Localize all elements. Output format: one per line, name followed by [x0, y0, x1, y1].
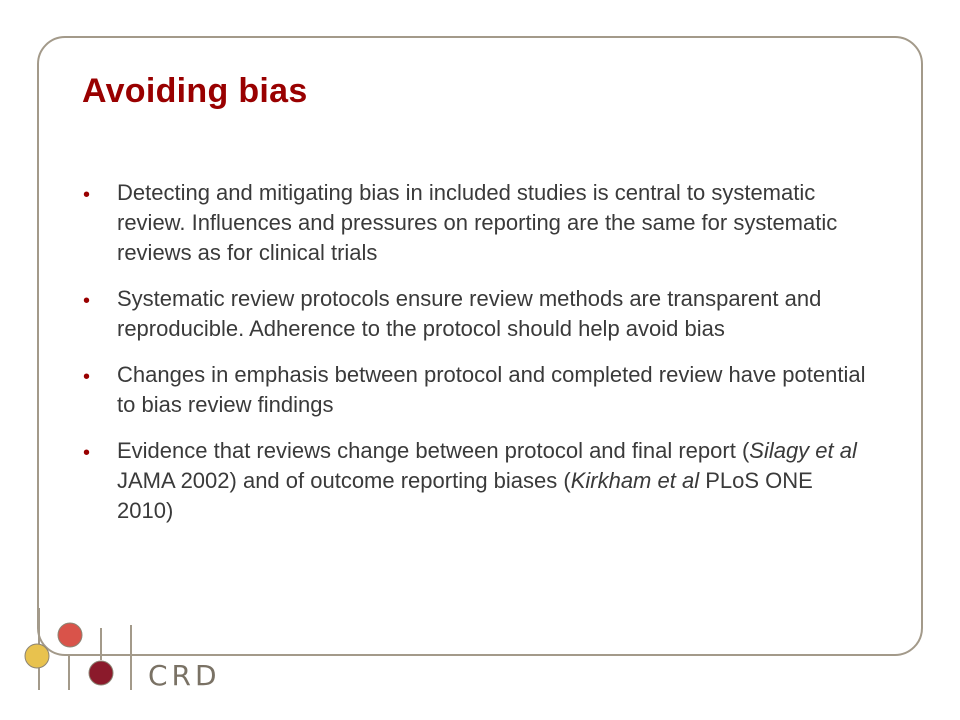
bullet-item — [80, 284, 870, 344]
slide-title: Avoiding bias — [82, 72, 308, 110]
bullet-item — [80, 360, 870, 420]
citation-author: Kirkham et al — [570, 468, 700, 493]
bullet-item — [80, 178, 870, 268]
logo-circle-orange — [58, 623, 82, 647]
citation-text: JAMA 2002) and of outcome reporting biases ( — [117, 468, 571, 493]
bullet-text — [117, 438, 857, 523]
bullet-dot: • — [83, 184, 91, 206]
bullet-list — [80, 178, 870, 542]
bullet-text: Systematic review protocols ensure review methods are transparent and reproducible. Adherence to the protocol should help avoid bias — [117, 286, 822, 341]
bullet-text: Detecting and mitigating bias in included studies is central to systematic review. Influences and pressures on reporting are the same for systematic reviews as for clinical trials — [117, 180, 838, 265]
citation-text: PLoS ONE 2010) — [117, 468, 813, 523]
logo-circle-maroon — [89, 661, 113, 685]
citation-text: Evidence that reviews change between protocol and final report ( — [117, 438, 750, 463]
bullet-text: Changes in emphasis between protocol and completed review have potential to bias review findings — [117, 362, 866, 417]
citation-author: Silagy et al — [749, 438, 857, 463]
crd-logo-text: CRD — [148, 659, 221, 692]
bullet-dot: • — [83, 366, 91, 388]
logo-circle-yellow — [25, 644, 49, 668]
bullet-item — [80, 436, 870, 526]
bullet-dot: • — [83, 442, 91, 464]
bullet-dot: • — [83, 290, 91, 312]
